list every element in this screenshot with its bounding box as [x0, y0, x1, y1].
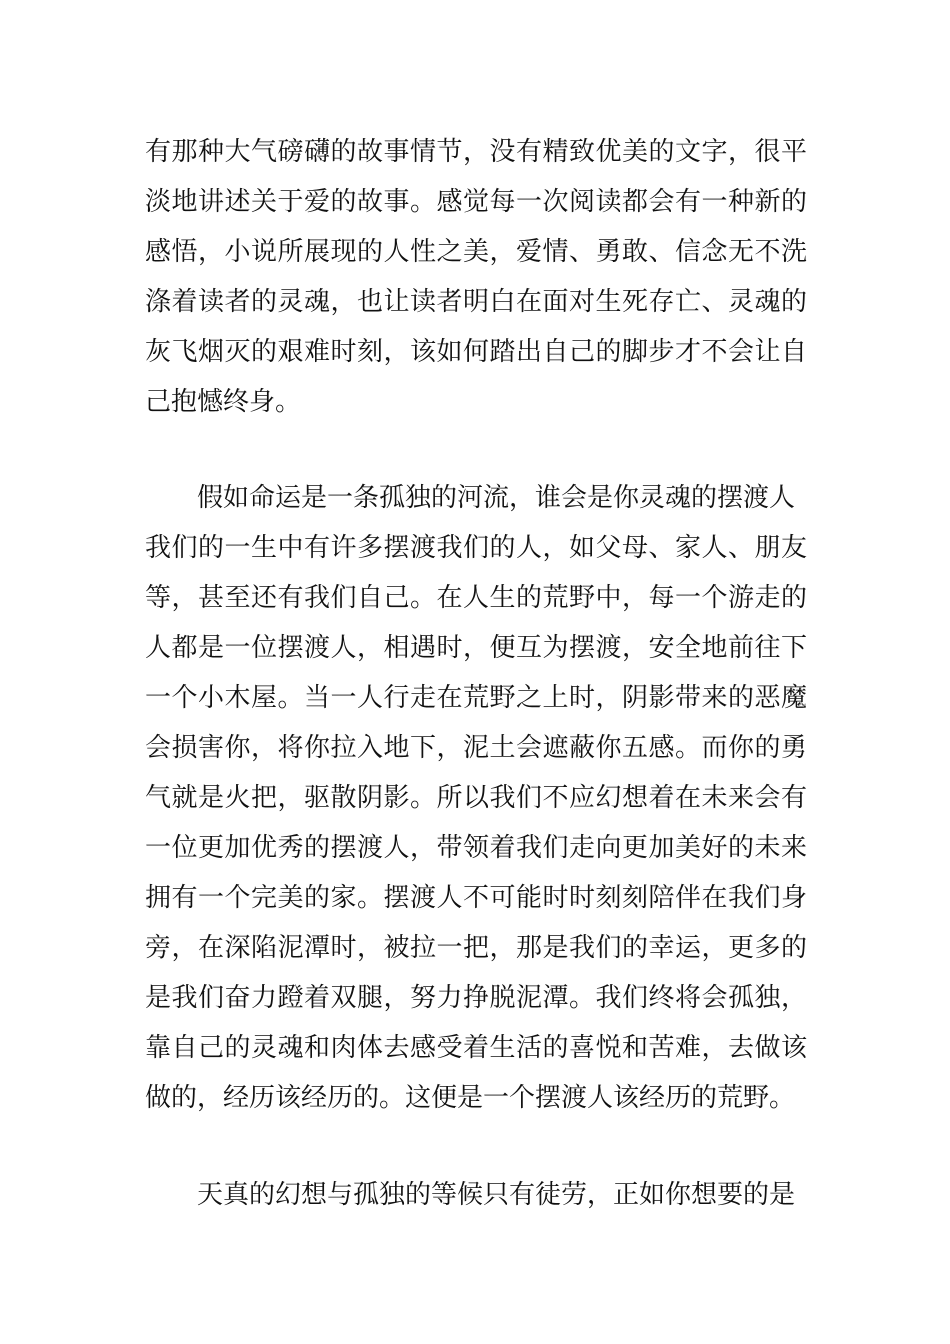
text-line: 人都是一位摆渡人，相遇时，便互为摆渡，安全地前往下: [145, 633, 807, 663]
text-line: 气就是火把，驱散阴影。所以我们不应幻想着在未来会有: [145, 783, 807, 813]
text-line: 有那种大气磅礴的故事情节，没有精致优美的文字，很平: [145, 137, 807, 167]
text-line: 灰飞烟灭的艰难时刻，该如何踏出自己的脚步才不会让自: [145, 337, 807, 367]
text-line: 感悟，小说所展现的人性之美，爱情、勇敢、信念无不洗: [145, 237, 807, 267]
text-line: 一个小木屋。当一人行走在荒野之上时，阴影带来的恶魔: [145, 683, 807, 713]
text-line: 假如命运是一条孤独的河流，谁会是你灵魂的摆渡人: [197, 483, 796, 513]
text-line: 拥有一个完美的家。摆渡人不可能时时刻刻陪伴在我们身: [145, 883, 807, 913]
text-line: 是我们奋力蹬着双腿，努力挣脱泥潭。我们终将会孤独，: [145, 983, 807, 1013]
text-line: 我们的一生中有许多摆渡我们的人，如父母、家人、朋友: [145, 533, 807, 563]
text-line: 己抱憾终身。: [145, 387, 302, 417]
text-line: 靠自己的灵魂和肉体去感受着生活的喜悦和苦难，去做该: [145, 1033, 807, 1063]
text-line: 旁，在深陷泥潭时，被拉一把，那是我们的幸运，更多的: [145, 933, 807, 963]
text-line: 一位更加优秀的摆渡人，带领着我们走向更加美好的未来: [145, 833, 807, 863]
text-line: 淡地讲述关于爱的故事。感觉每一次阅读都会有一种新的: [145, 187, 807, 217]
text-line: 涤着读者的灵魂，也让读者明白在面对生死存亡、灵魂的: [145, 287, 807, 317]
text-line: 天真的幻想与孤独的等候只有徒劳，正如你想要的是: [197, 1180, 796, 1210]
text-line: 做的，经历该经历的。这便是一个摆渡人该经历的荒野。: [145, 1083, 796, 1113]
text-line: 会损害你，将你拉入地下，泥土会遮蔽你五感。而你的勇: [145, 733, 807, 763]
text-line: 等，甚至还有我们自己。在人生的荒野中，每一个游走的: [145, 583, 807, 613]
